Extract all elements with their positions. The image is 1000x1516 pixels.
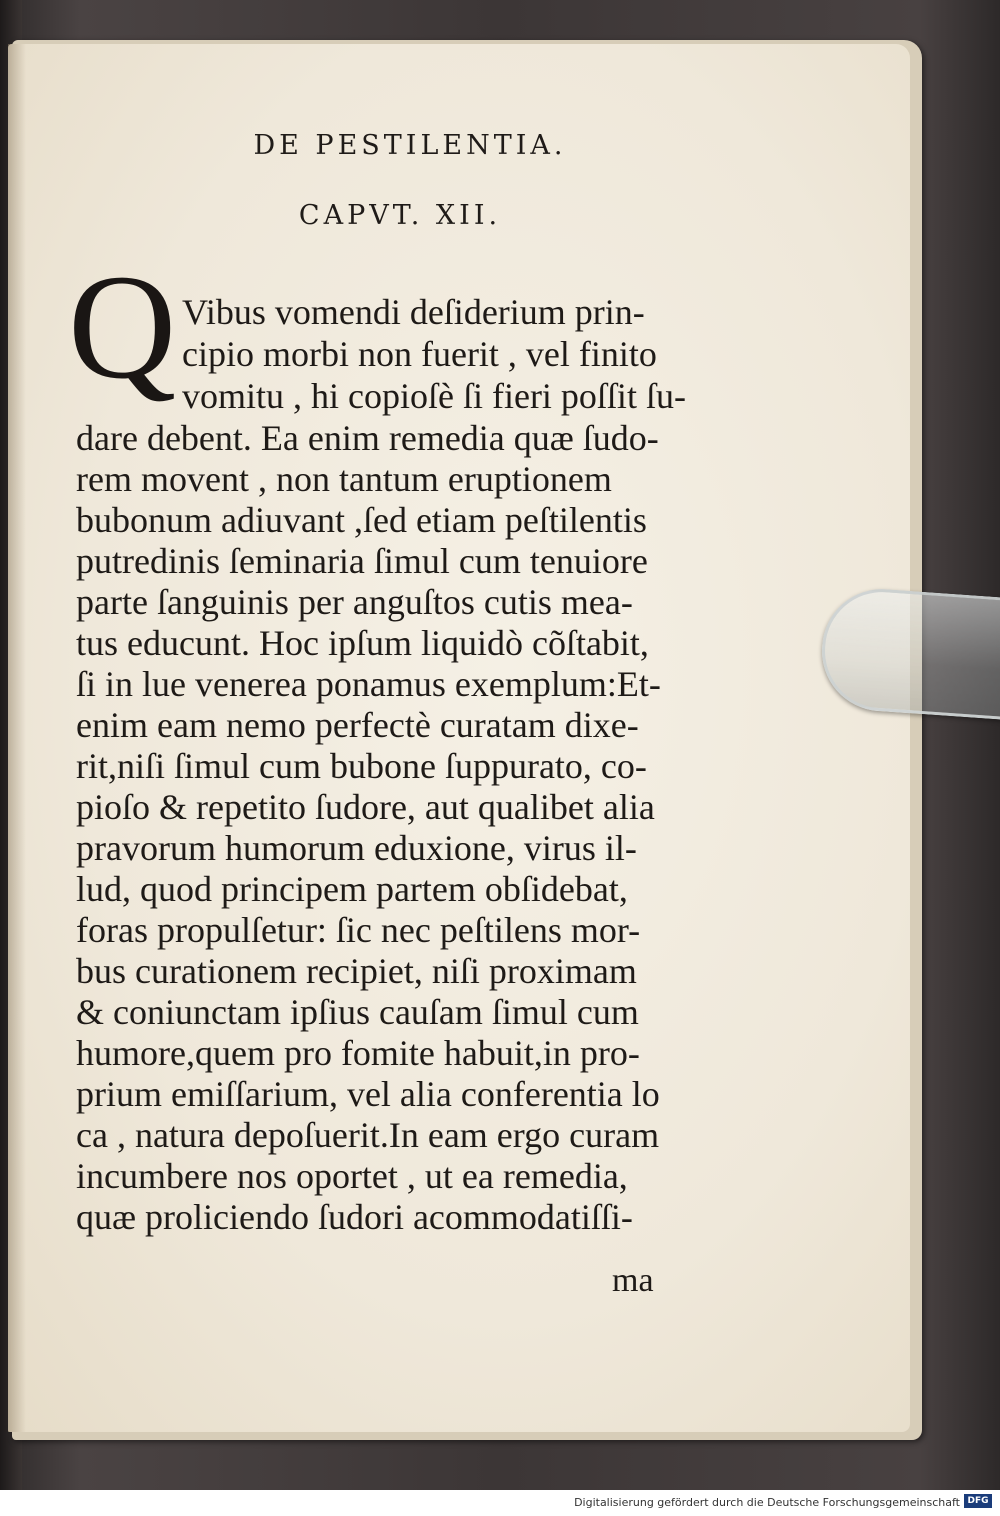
funding-credit: Digitalisierung gefördert durch die Deutsche Forschungsgemeinschaft — [574, 1496, 960, 1509]
text-line: bubonum adiuvant ,ſed etiam peſtilentis — [76, 500, 647, 540]
text-line: incumbere nos oportet , ut ea remedia, — [76, 1156, 628, 1196]
chapter-heading: CAPVT. XII. — [298, 200, 502, 231]
text-line: rit,niſi ſimul cum bubone ſuppurato, co- — [76, 746, 647, 786]
drop-cap-initial: Q — [68, 244, 177, 410]
text-line: pravorum humorum eduxione, virus il- — [76, 828, 637, 868]
text-line: enim eam nemo perfectè curatam dixe- — [76, 705, 639, 745]
catchword: ma — [612, 1262, 654, 1299]
text-line: parte ſanguinis per anguſtos cutis mea- — [76, 582, 633, 622]
text-line: cipio morbi non fuerit , vel finito — [182, 334, 657, 374]
text-line: prium emiſſarium, vel alia conferentia lo — [76, 1074, 660, 1114]
text-line: putredinis ſeminaria ſimul cum tenuiore — [76, 541, 648, 581]
text-line: rem movent , non tantum eruptionem — [76, 459, 612, 499]
text-line: quæ proliciendo ſudori acommodatiſſi- — [76, 1197, 633, 1237]
text-line: vomitu , hi copioſè ſi fieri poſſit ſu- — [182, 376, 686, 416]
text-line: foras propulſetur: ſic nec peſtilens mor- — [76, 910, 641, 950]
text-line: bus curationem recipiet, niſi proximam — [76, 951, 637, 991]
dfg-logo-icon: DFG — [964, 1494, 992, 1508]
text-line: Vibus vomendi deſiderium prin- — [182, 292, 645, 332]
text-line: ca , natura depoſuerit.In eam ergo curam — [76, 1115, 660, 1155]
text-line: ſi in lue venerea ponamus exemplum:Et- — [76, 664, 661, 704]
text-line: pioſo & repetito ſudore, aut qualibet alia — [76, 787, 655, 827]
page-gutter-shadow — [8, 44, 26, 1432]
text-line: & coniunctam ipſius cauſam ſimul cum — [76, 992, 639, 1032]
running-head: DE PESTILENTIA. — [253, 130, 567, 161]
text-line: tus educunt. Hoc ipſum liquidò cõſtabit, — [76, 623, 649, 663]
text-line: dare debent. Ea enim remedia quæ ſudo- — [76, 418, 659, 458]
text-line: humore,quem pro fomite habuit,in pro- — [76, 1033, 640, 1073]
text-line: lud, quod principem partem obſidebat, — [76, 869, 628, 909]
footer-bar — [0, 1490, 1000, 1516]
